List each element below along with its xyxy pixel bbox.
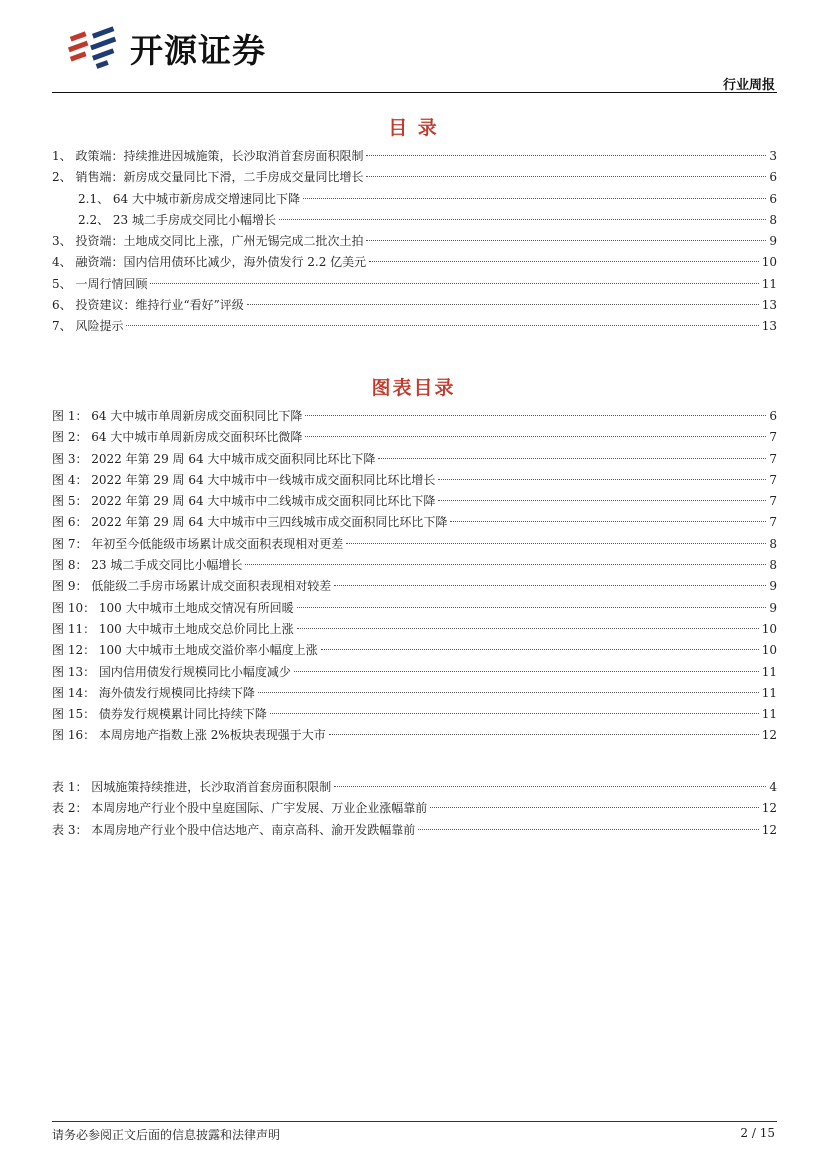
dot-leader <box>346 543 766 544</box>
dot-leader <box>245 564 766 565</box>
toc-entry-page: 8 <box>769 212 777 227</box>
toc-entry[interactable] <box>52 316 777 337</box>
figure-entry[interactable] <box>52 470 777 491</box>
figure-entry-label: 图 11： 100 大中城市土地成交总价同比上涨 <box>52 621 294 636</box>
dot-leader <box>369 261 759 262</box>
figure-entry-label: 图 15： 债券发行规模累计同比持续下降 <box>52 707 267 722</box>
figure-entry-page: 7 <box>769 472 777 487</box>
toc-entry-label: 3、 投资端：土地成交同比上涨，广州无锡完成二批次土拍 <box>52 234 364 249</box>
figure-entry[interactable] <box>52 598 777 619</box>
toc-entry-label: 2.2、 23 城二手房成交同比小幅增长 <box>78 212 276 227</box>
figure-entry-label: 图 13： 国内信用债发行规模同比小幅度减少 <box>52 664 291 679</box>
dot-leader <box>329 734 759 735</box>
toc-entry-page: 9 <box>769 234 777 249</box>
toc-entry-label: 7、 风险提示 <box>52 319 124 334</box>
toc-entry-label: 5、 一周行情回顾 <box>52 276 148 291</box>
figure-entry-label: 图 14： 海外债发行规模同比持续下降 <box>52 685 255 700</box>
dot-leader <box>321 649 759 650</box>
dot-leader <box>438 500 766 501</box>
figure-entry-page: 11 <box>761 664 777 679</box>
toc-title: 目 录 <box>388 117 439 139</box>
brand-name: 开源证券 <box>130 30 266 70</box>
toc-entry[interactable] <box>52 252 777 273</box>
toc-entry-page: 13 <box>761 319 777 334</box>
footer-page-number: 2 / 15 <box>740 1126 775 1140</box>
figure-entry-label: 图 8： 23 城二手成交同比小幅增长 <box>52 558 243 573</box>
figure-entry-label: 图 9： 低能级二手房市场累计成交面积表现相对较差 <box>52 579 332 594</box>
report-type: 行业周报 <box>722 78 775 93</box>
dot-leader <box>297 628 759 629</box>
figure-entry[interactable] <box>52 534 777 555</box>
table-entry-label: 表 3： 本周房地产行业个股中信达地产、南京高科、渝开发跌幅靠前 <box>52 822 416 837</box>
toc-entry[interactable] <box>52 167 777 188</box>
figure-entry-page: 6 <box>769 409 777 423</box>
footer-rule <box>52 1121 777 1122</box>
figure-entry-page: 7 <box>769 430 777 445</box>
page-header <box>0 0 827 96</box>
toc-entry-page: 13 <box>761 298 777 313</box>
figure-entry[interactable] <box>52 449 777 470</box>
dot-leader <box>126 325 758 326</box>
dot-leader <box>258 692 759 693</box>
dot-leader <box>305 436 766 437</box>
figure-entry[interactable] <box>52 619 777 640</box>
figure-entry-label: 图 2： 64 大中城市单周新房成交面积环比微降 <box>52 430 303 445</box>
toc-entry[interactable] <box>52 231 777 252</box>
dot-leader <box>334 786 766 787</box>
kaiyuan-logo-icon <box>66 24 124 72</box>
header-rule <box>52 92 777 93</box>
figure-entry-label: 图 1： 64 大中城市单周新房成交面积同比下降 <box>52 409 303 423</box>
figure-entry-page: 7 <box>769 515 777 530</box>
figure-entry[interactable] <box>52 555 777 576</box>
toc-entry-label: 2.1、 64 大中城市新房成交增速同比下降 <box>78 191 300 206</box>
figure-entry[interactable] <box>52 406 777 427</box>
figure-entry-page: 8 <box>769 558 777 573</box>
dot-leader <box>366 176 766 177</box>
figure-entry[interactable] <box>52 576 777 597</box>
figure-entry[interactable] <box>52 640 777 661</box>
table-entry[interactable] <box>52 777 777 798</box>
table-entry-label: 表 2： 本周房地产行业个股中皇庭国际、广宇发展、万业企业涨幅靠前 <box>52 801 428 816</box>
toc-entry-page: 11 <box>761 276 777 291</box>
toc-entry-label: 2、 销售端：新房成交量同比下滑，二手房成交量同比增长 <box>52 170 364 185</box>
toc-entry[interactable] <box>52 146 777 167</box>
dot-leader <box>366 240 766 241</box>
figure-entry-label: 图 16： 本周房地产指数上涨 2%板块表现强于大市 <box>52 728 326 743</box>
toc-entry-label: 1、 政策端：持续推进因城施策，长沙取消首套房面积限制 <box>52 149 364 163</box>
dot-leader <box>303 198 766 199</box>
figure-entry-label: 图 10： 100 大中城市土地成交情况有所回暖 <box>52 600 294 615</box>
dot-leader <box>297 607 767 608</box>
figure-entry-page: 11 <box>761 685 777 700</box>
dot-leader <box>418 829 758 830</box>
figure-entry-label: 图 12： 100 大中城市土地成交溢价率小幅度上涨 <box>52 643 318 658</box>
table-entry[interactable] <box>52 798 777 819</box>
figure-entry-page: 7 <box>769 494 777 509</box>
table-list <box>52 777 777 841</box>
brand-logo <box>66 24 316 72</box>
table-entry[interactable] <box>52 820 777 841</box>
figure-entry-label: 图 7： 年初至今低能级市场累计成交面积表现相对更差 <box>52 536 344 551</box>
table-entry-page: 12 <box>761 801 777 816</box>
dot-leader <box>430 807 758 808</box>
dot-leader <box>450 521 766 522</box>
dot-leader <box>305 415 766 416</box>
dot-leader <box>366 155 766 156</box>
dot-leader <box>334 585 766 586</box>
toc-list <box>52 146 777 338</box>
dot-leader <box>279 219 766 220</box>
figure-entry[interactable] <box>52 427 777 448</box>
figure-entry-page: 11 <box>761 707 777 722</box>
figure-entry-page: 9 <box>769 579 777 594</box>
figure-entry-page: 12 <box>761 728 777 743</box>
figure-entry-page: 10 <box>761 621 777 636</box>
figure-entry[interactable] <box>52 512 777 533</box>
table-entry-page: 4 <box>769 780 777 794</box>
figure-entry-page: 8 <box>769 536 777 551</box>
toc-entry-page: 3 <box>769 149 777 163</box>
toc-entry-page: 6 <box>769 170 777 185</box>
toc-entry[interactable] <box>52 189 777 210</box>
dot-leader <box>150 283 758 284</box>
figure-entry-page: 7 <box>769 451 777 466</box>
figure-list <box>52 406 777 747</box>
figure-entry-label: 图 5： 2022 年第 29 周 64 大中城市中二线城市成交面积同比环比下降 <box>52 494 436 509</box>
dot-leader <box>438 479 766 480</box>
table-entry-label: 表 1： 因城施策持续推进，长沙取消首套房面积限制 <box>52 780 332 794</box>
figure-entry-label: 图 4： 2022 年第 29 周 64 大中城市中一线城市成交面积同比环比增长 <box>52 472 436 487</box>
table-entry-page: 12 <box>761 822 777 837</box>
figure-entry-label: 图 3： 2022 年第 29 周 64 大中城市成交面积同比环比下降 <box>52 451 376 466</box>
toc-entry[interactable] <box>52 210 777 231</box>
figure-entry[interactable] <box>52 683 777 704</box>
dot-leader <box>294 671 759 672</box>
figure-entry-page: 10 <box>761 643 777 658</box>
footer-disclaimer: 请务必参阅正文后面的信息披露和法律声明 <box>52 1128 281 1142</box>
figure-entry[interactable] <box>52 491 777 512</box>
figure-entry[interactable] <box>52 725 777 746</box>
figures-title: 图表目录 <box>371 377 456 399</box>
toc-entry-label: 6、 投资建议：维持行业“看好”评级 <box>52 298 244 313</box>
toc-entry[interactable] <box>52 274 777 295</box>
toc-entry-label: 4、 融资端：国内信用债环比减少，海外债发行 2.2 亿美元 <box>52 255 367 270</box>
figure-entry[interactable] <box>52 662 777 683</box>
dot-leader <box>247 304 759 305</box>
figure-entry-page: 9 <box>769 600 777 615</box>
toc-entry-page: 6 <box>769 191 777 206</box>
toc-entry-page: 10 <box>761 255 777 270</box>
dot-leader <box>378 458 766 459</box>
toc-entry[interactable] <box>52 295 777 316</box>
figure-entry[interactable] <box>52 704 777 725</box>
dot-leader <box>270 713 759 714</box>
figure-entry-label: 图 6： 2022 年第 29 周 64 大中城市中三四线城市成交面积同比环比下降 <box>52 515 448 530</box>
